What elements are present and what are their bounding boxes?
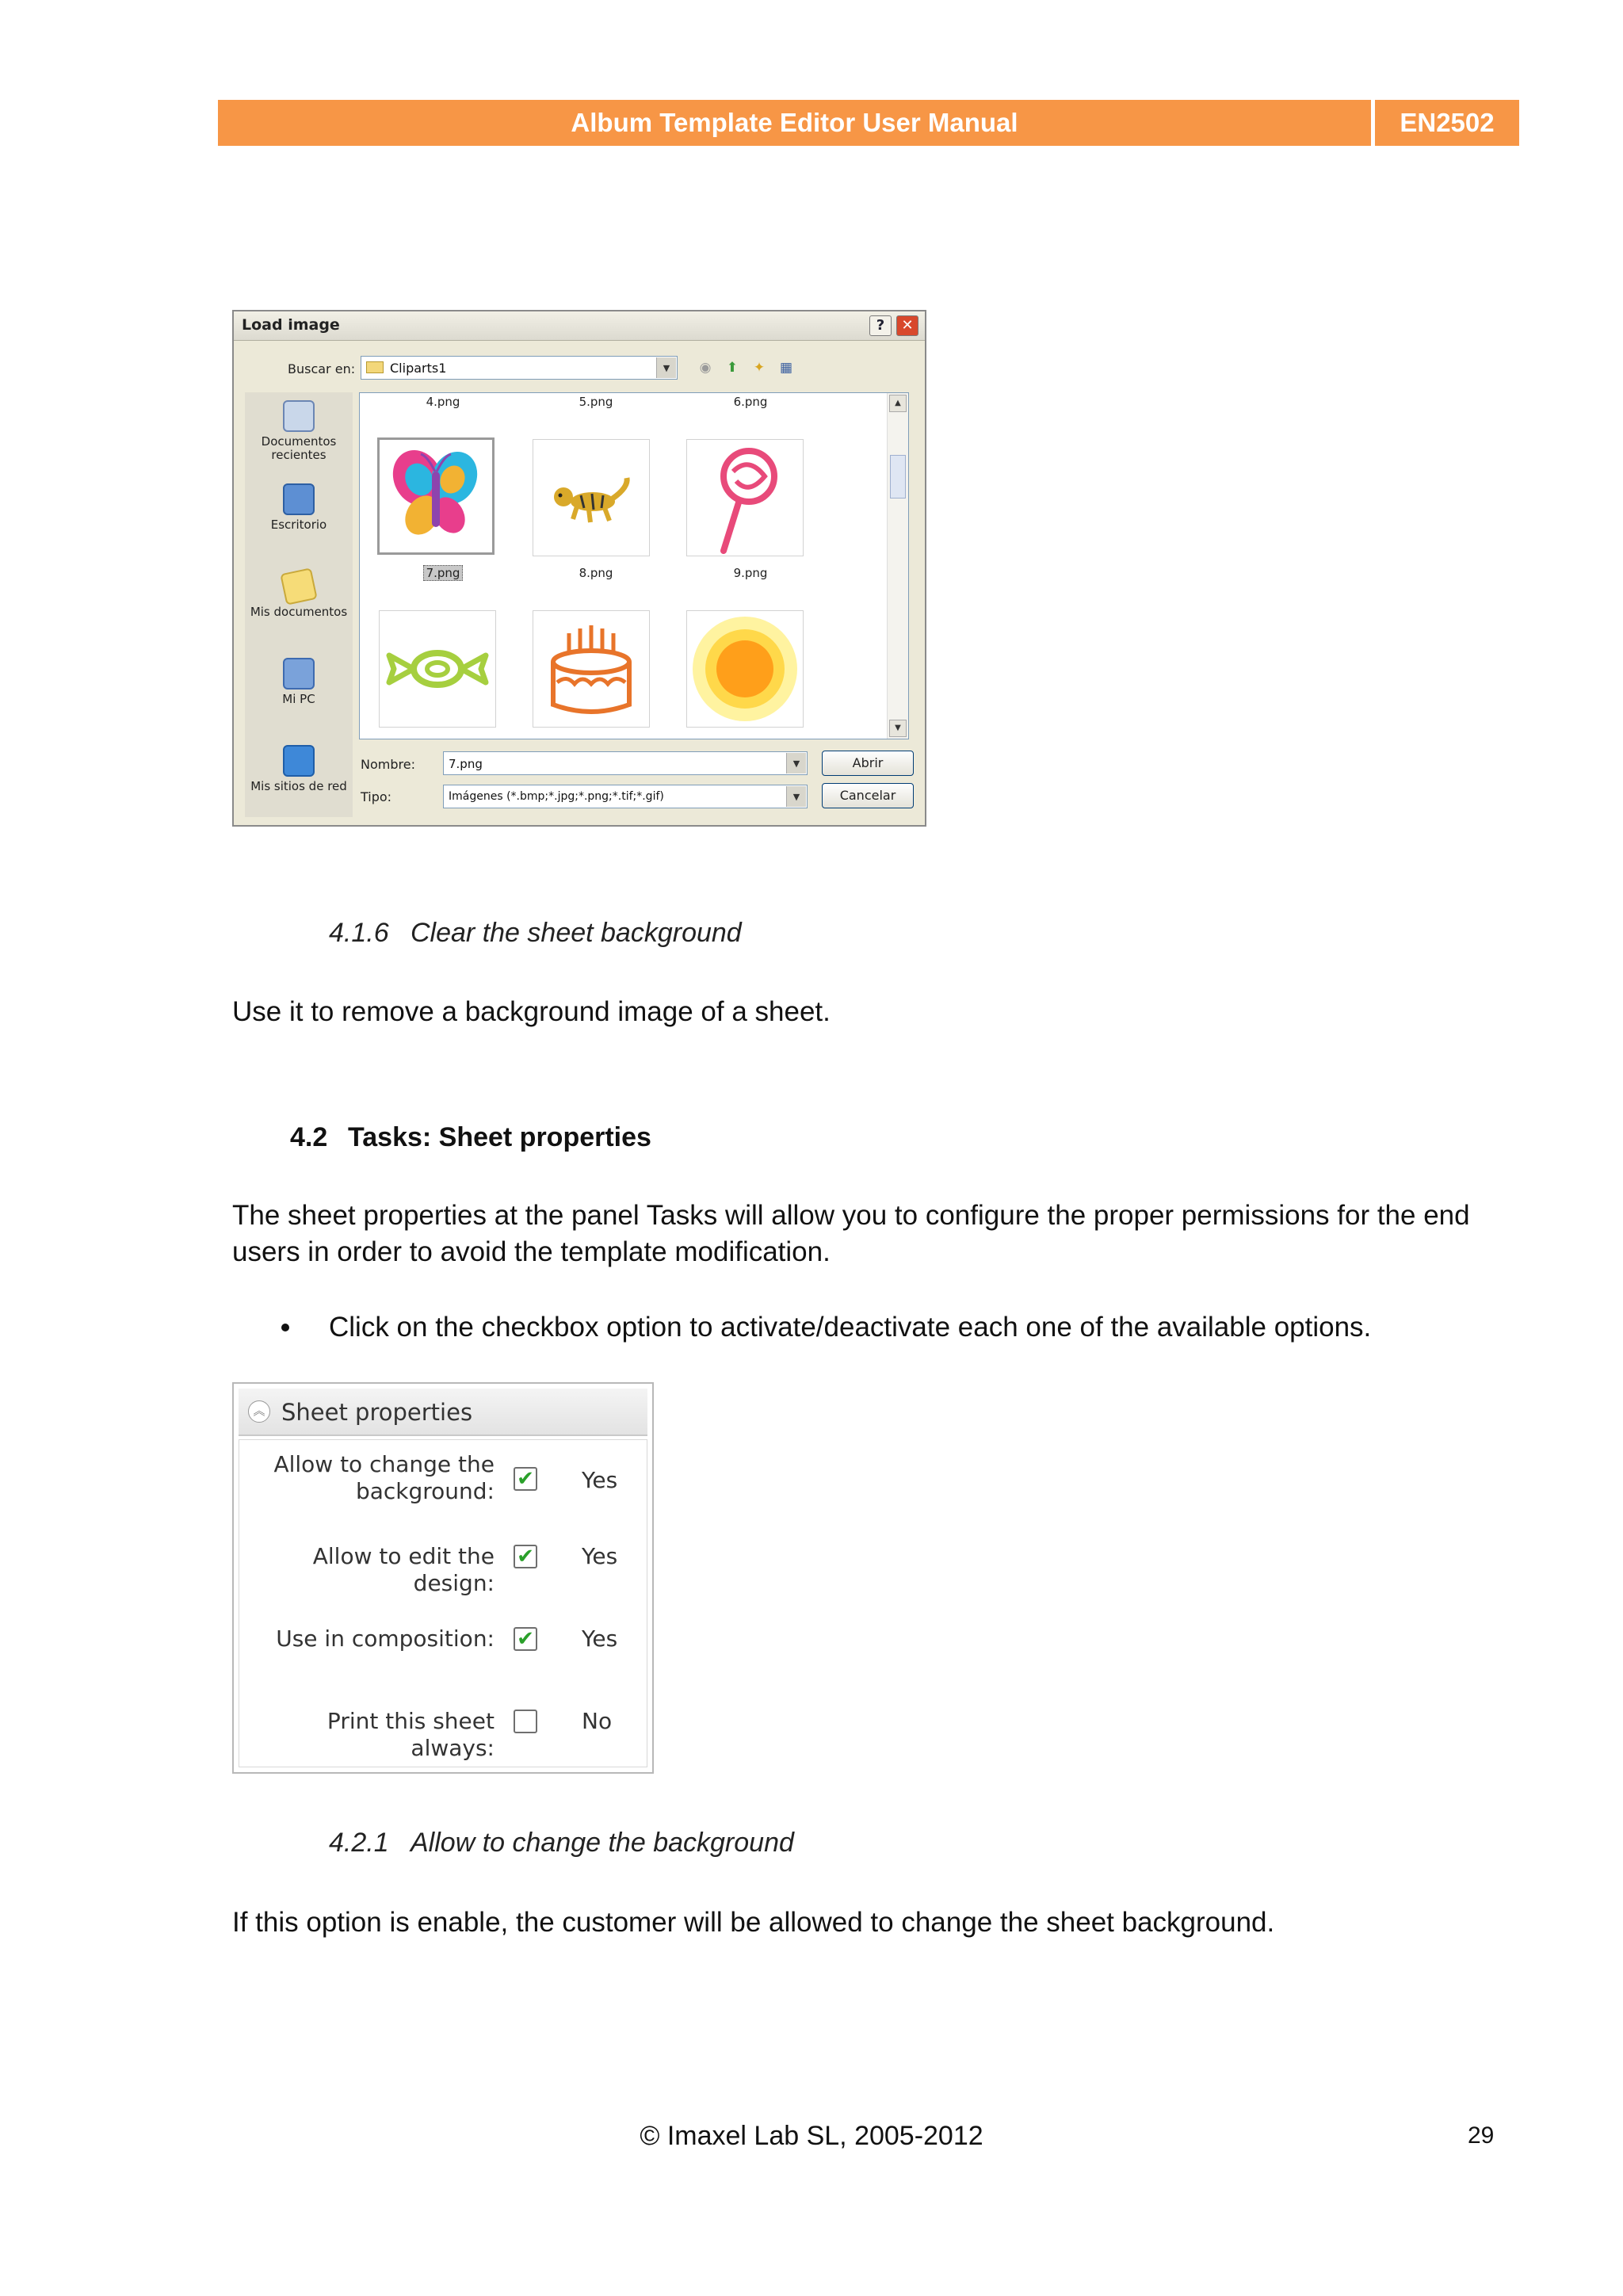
file-type-select[interactable] <box>443 785 808 808</box>
paragraph: Use it to remove a background image of a sheet. <box>232 996 831 1027</box>
computer-icon <box>283 658 315 690</box>
property-label: Use in composition: <box>276 1626 495 1652</box>
section-title: Clear the sheet background <box>411 918 742 948</box>
thumbnail-cake[interactable] <box>533 610 650 728</box>
lookin-value: Cliparts1 <box>390 361 447 376</box>
property-value: Yes <box>582 1543 618 1569</box>
file-name-value: 7.png <box>449 757 483 771</box>
file-name-text: 7.png <box>423 565 464 581</box>
view-menu-icon[interactable]: ▦ <box>779 360 793 376</box>
scroll-down-icon[interactable]: ▼ <box>889 720 907 737</box>
file-name[interactable]: 5.png <box>579 395 613 409</box>
place-label: Mis documentos <box>250 605 348 619</box>
paragraph: The sheet properties at the panel Tasks will allow you to configure the proper permissions for the end users in order to avoid the template modification. <box>232 1200 1470 1267</box>
chevron-down-icon[interactable]: ▼ <box>786 786 806 807</box>
new-folder-icon[interactable]: ✦ <box>753 360 766 376</box>
folder-icon <box>366 361 384 373</box>
chevron-down-icon[interactable]: ▼ <box>786 753 806 774</box>
place-label: Mi PC <box>282 692 315 706</box>
place-my-pc[interactable] <box>245 658 353 706</box>
property-value: Yes <box>582 1467 618 1493</box>
sheet-properties-body <box>239 1439 647 1767</box>
section-heading-42 <box>290 1122 651 1153</box>
up-folder-icon[interactable]: ⬆ <box>726 360 739 376</box>
section-number: 4.2.1 <box>329 1828 389 1858</box>
file-name-input[interactable] <box>443 751 808 775</box>
file-list-scrollbar[interactable] <box>887 393 908 739</box>
file-name[interactable]: 8.png <box>579 566 613 580</box>
place-label: Mis sitios de red <box>250 779 347 793</box>
section-number: 4.1.6 <box>329 918 389 948</box>
load-image-dialog <box>232 310 926 827</box>
section-number: 4.2 <box>290 1122 328 1152</box>
file-name[interactable]: 9.png <box>733 566 768 580</box>
lookin-select[interactable] <box>361 356 678 380</box>
chevron-down-icon[interactable]: ▼ <box>656 357 676 378</box>
open-button[interactable]: Abrir <box>822 751 914 776</box>
file-name-selected[interactable] <box>384 566 502 580</box>
thumbnail-lollipop[interactable] <box>686 439 804 556</box>
dialog-titlebar <box>234 311 925 341</box>
thumbnail-cat[interactable] <box>533 439 650 556</box>
thumbnail-butterfly[interactable] <box>377 437 495 555</box>
cat-image <box>533 440 649 556</box>
bullet-text: Click on the checkbox option to activate/deactivate each one of the available options. <box>329 1312 1372 1343</box>
place-label: Escritorio <box>270 518 327 532</box>
butterfly-image <box>380 440 492 552</box>
property-checkbox[interactable] <box>514 1710 537 1733</box>
collapse-chevron-icon[interactable]: ︽ <box>248 1400 270 1423</box>
scrollbar-thumb[interactable] <box>890 455 906 499</box>
header-code: EN2502 <box>1375 100 1519 146</box>
section-title: Allow to change the background <box>411 1828 794 1858</box>
sheet-properties-title: Sheet properties <box>281 1399 473 1426</box>
property-checkbox[interactable]: ✔ <box>514 1467 537 1491</box>
name-label: Nombre: <box>361 757 415 772</box>
lollipop-image <box>687 440 803 556</box>
bullet-icon <box>281 1324 289 1331</box>
file-name[interactable]: 6.png <box>733 395 768 409</box>
footer-copyright: © Imaxel Lab SL, 2005-2012 <box>640 2121 983 2151</box>
file-type-value: Imágenes (*.bmp;*.jpg;*.png;*.tif;*.gif) <box>449 790 664 803</box>
sheet-properties-panel <box>232 1382 654 1774</box>
help-button[interactable]: ? <box>869 315 892 336</box>
paragraph: If this option is enable, the customer will be allowed to change the sheet background. <box>232 1907 1275 1938</box>
back-icon[interactable]: ◉ <box>699 360 712 376</box>
my-documents-icon <box>280 567 317 605</box>
thumbnail-sun[interactable] <box>686 610 804 728</box>
candy-image <box>380 611 495 727</box>
sheet-properties-header[interactable] <box>239 1389 647 1436</box>
property-label: Print this sheet always: <box>327 1708 495 1761</box>
property-label: Allow to change the background: <box>273 1451 495 1504</box>
page-header <box>218 100 1519 146</box>
place-network[interactable] <box>245 745 353 793</box>
file-list[interactable] <box>359 392 909 739</box>
sun-image <box>687 611 803 727</box>
close-button[interactable]: ✕ <box>896 315 918 336</box>
places-bar <box>245 392 353 817</box>
file-name[interactable]: 4.png <box>426 395 460 409</box>
place-recent[interactable] <box>245 400 353 462</box>
cake-image <box>533 611 649 727</box>
page-number: 29 <box>1468 2122 1495 2149</box>
property-label: Allow to edit the design: <box>312 1543 495 1596</box>
place-desktop[interactable] <box>245 483 353 532</box>
place-label: Documentos recientes <box>261 434 337 462</box>
scroll-up-icon[interactable]: ▲ <box>889 395 907 412</box>
property-value: No <box>582 1708 613 1734</box>
header-title: Album Template Editor User Manual <box>218 100 1371 146</box>
nav-toolbar <box>696 359 815 378</box>
dialog-title: Load image <box>242 316 340 334</box>
section-title: Tasks: Sheet properties <box>348 1122 651 1152</box>
property-checkbox[interactable]: ✔ <box>514 1545 537 1568</box>
property-checkbox[interactable]: ✔ <box>514 1627 537 1651</box>
recent-documents-icon <box>283 400 315 432</box>
thumbnail-candy[interactable] <box>379 610 496 728</box>
property-value: Yes <box>582 1626 618 1652</box>
desktop-icon <box>283 483 315 515</box>
place-my-documents[interactable] <box>245 571 353 619</box>
lookin-label: Buscar en: <box>288 361 356 376</box>
cancel-button[interactable]: Cancelar <box>822 783 914 808</box>
section-heading-416 <box>329 918 742 949</box>
type-label: Tipo: <box>361 789 392 804</box>
network-icon <box>283 745 315 777</box>
section-heading-421 <box>329 1828 794 1859</box>
